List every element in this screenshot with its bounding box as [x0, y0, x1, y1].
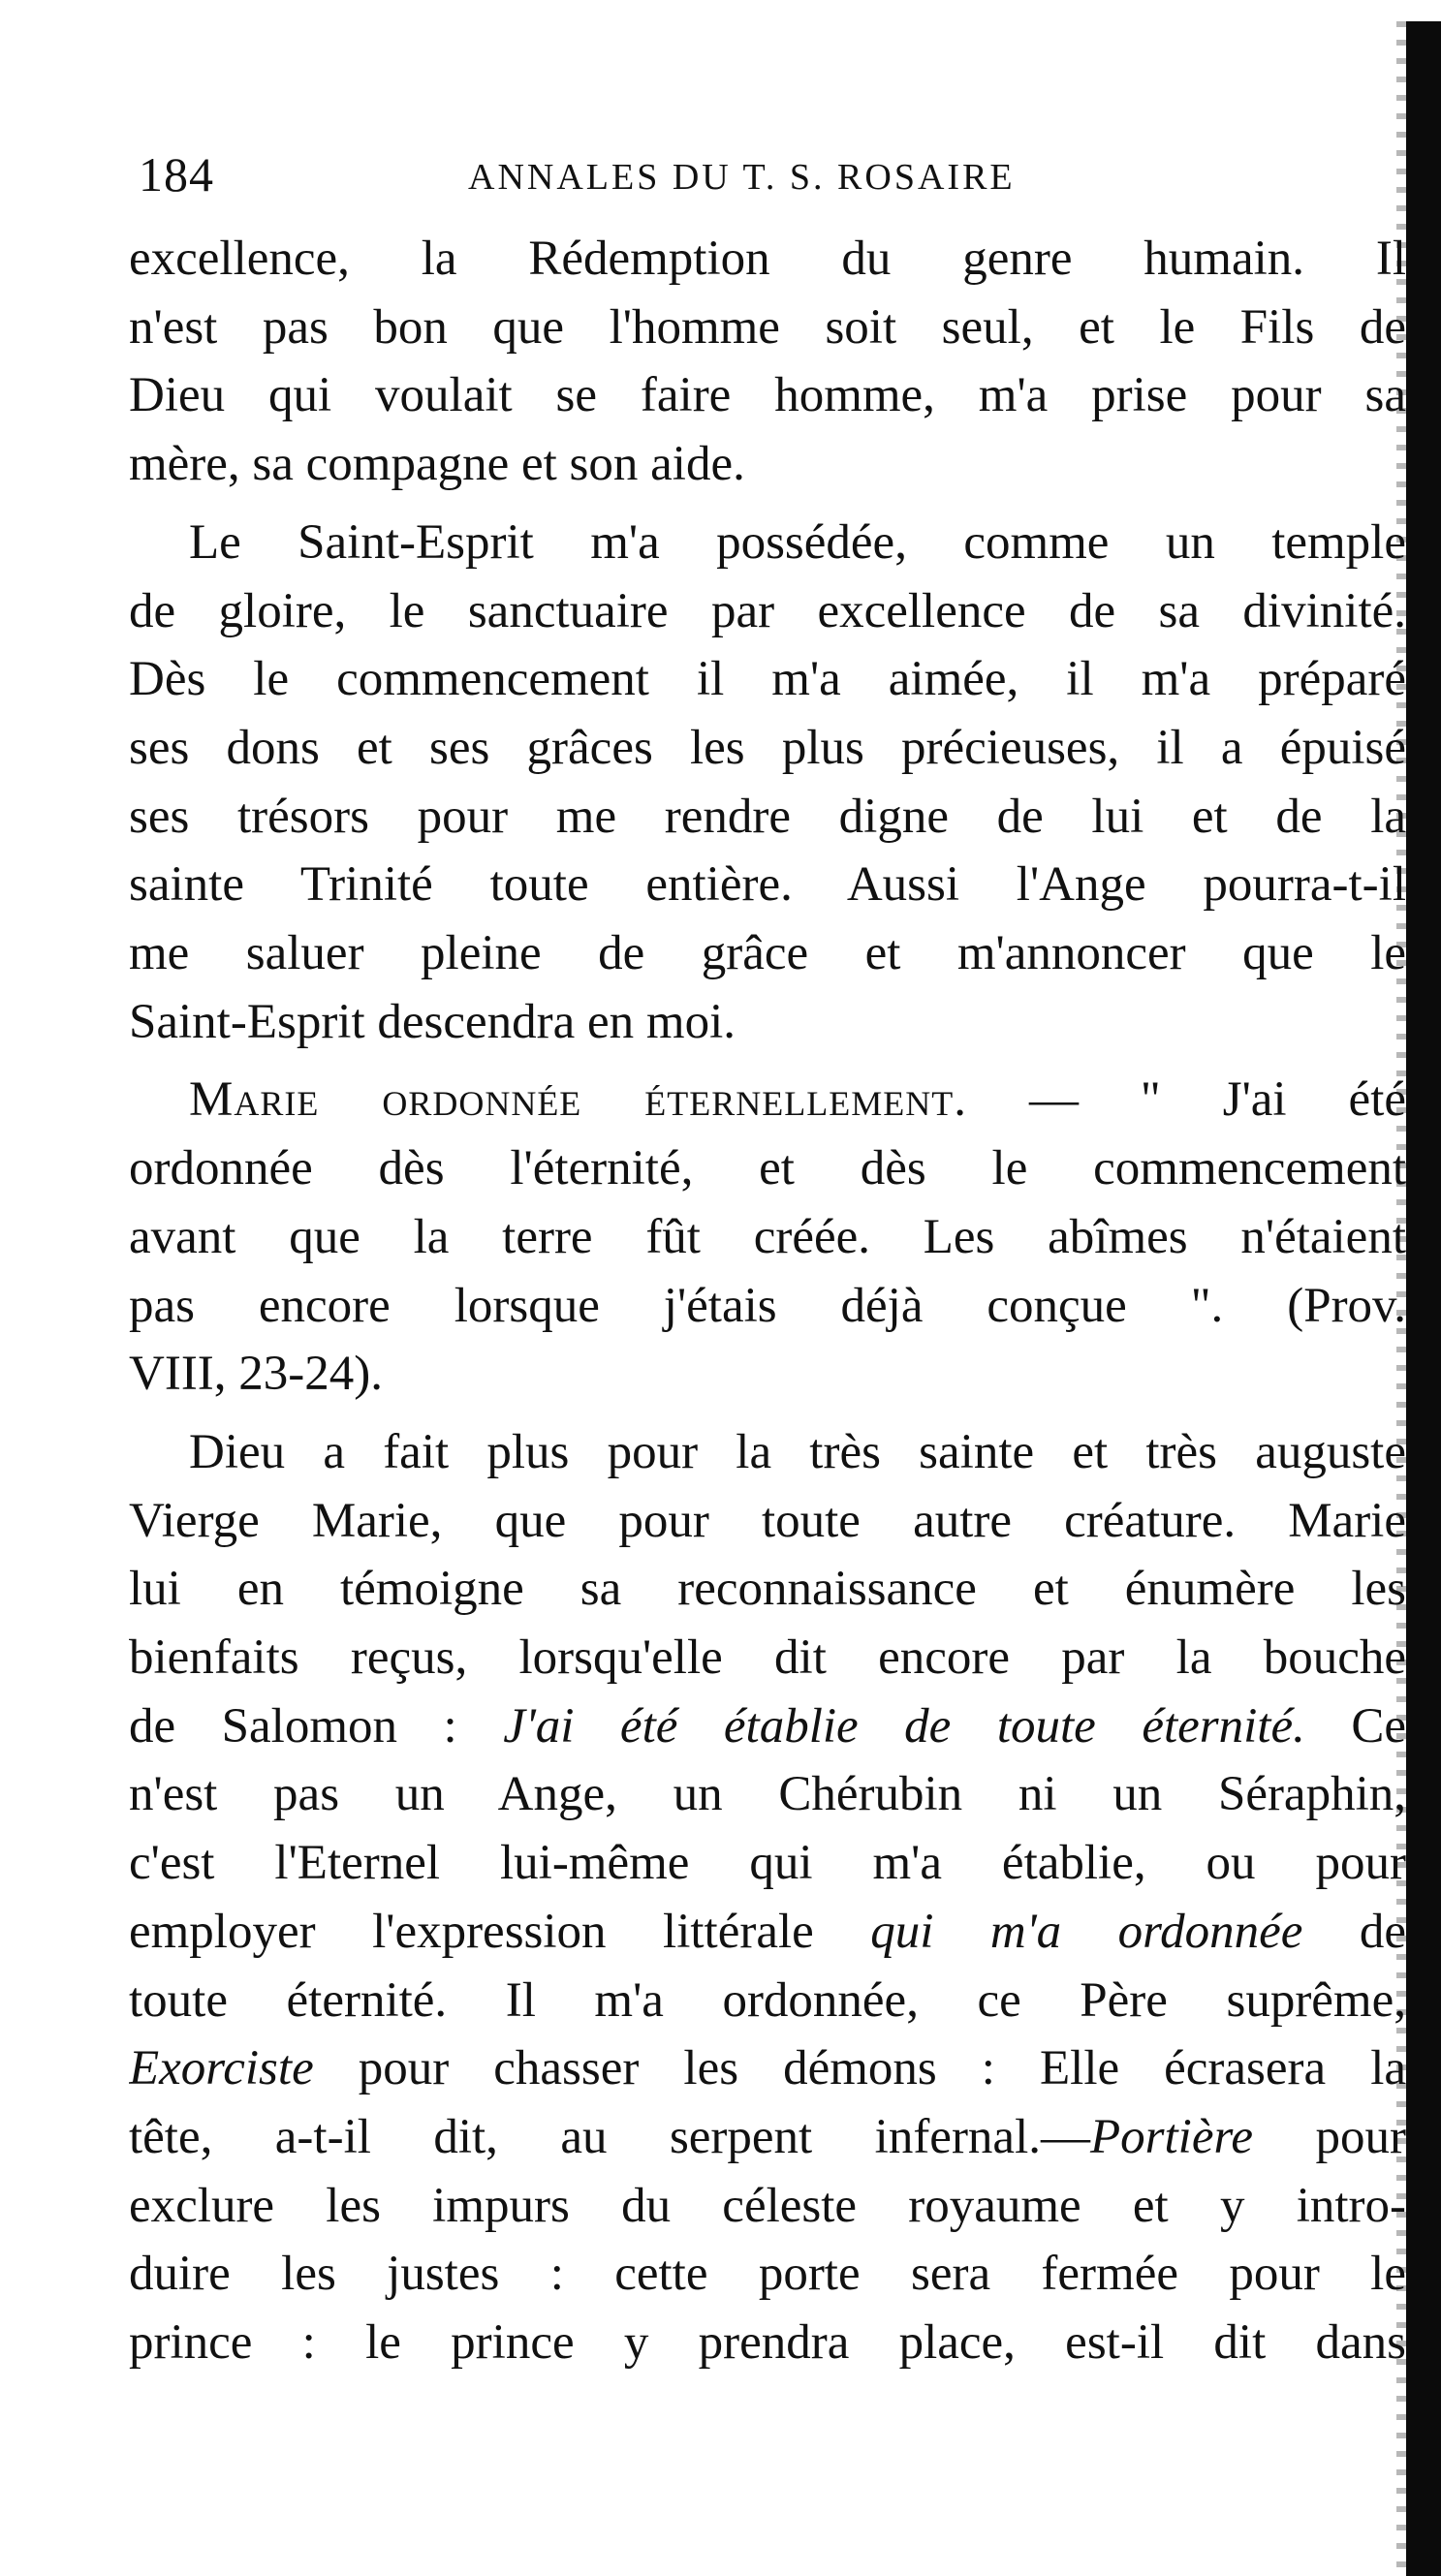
- text-segment: tête, a-t-il dit, au serpent infernal.—: [129, 2109, 1090, 2164]
- text-line: n'est pas bon que l'homme soit seul, et le Fils de: [129, 299, 1406, 355]
- italic-phrase: J'ai été établie de toute éternité.: [503, 1698, 1305, 1754]
- body-text: [129, 225, 1406, 2511]
- text-segment: pour chasser les démons : Elle écrasera la: [358, 2041, 1406, 2096]
- paragraph-4: [129, 1418, 1406, 2377]
- text-line: c'est l'Eternel lui-même qui m'a établie, ou pour: [129, 1836, 1406, 1891]
- italic-phrase: qui m'a ordonnée: [870, 1904, 1303, 1959]
- text-line: pas encore lorsque j'étais déjà conçue ". (Prov.: [129, 1278, 1406, 1333]
- italic-phrase: Exorciste: [129, 2041, 314, 2096]
- text-segment: de Salomon :: [129, 1698, 457, 1754]
- section-heading: Marie ordonnée éternellement.: [189, 1072, 967, 1128]
- text-line: Saint-Esprit descendra en moi.: [129, 994, 736, 1049]
- text-line: Dès le commencement il m'a aimée, il m'a préparé: [129, 652, 1406, 707]
- text-line: ses trésors pour me rendre digne de lui et de la: [129, 789, 1406, 844]
- paragraph-1: [129, 225, 1406, 499]
- text-line: n'est pas un Ange, un Chérubin ni un Séraphin,: [129, 1767, 1406, 1822]
- text-line: [129, 1066, 1406, 1134]
- text-line: avant que la terre fût créée. Les abîmes n'étaient: [129, 1209, 1406, 1264]
- text-line: Le Saint-Esprit m'a possédée, comme un temple: [189, 514, 1406, 570]
- italic-phrase: Portière: [1090, 2109, 1254, 2164]
- text-line: toute éternité. Il m'a ordonnée, ce Père suprême,: [129, 1972, 1406, 2028]
- text-line: Dieu qui voulait se faire homme, m'a prise pour sa: [129, 368, 1406, 423]
- text-line: lui en témoigne sa reconnaissance et énumère les: [129, 1562, 1406, 1617]
- text-segment: pour: [1315, 2109, 1406, 2164]
- text-line: mère, sa compagne et son aide.: [129, 437, 745, 492]
- text-line: [129, 2034, 1406, 2103]
- paragraph-2: [129, 509, 1406, 1057]
- text-segment: — " J'ai été: [1028, 1072, 1406, 1128]
- text-line: bienfaits reçus, lorsqu'elle dit encore par la bouche: [129, 1630, 1406, 1686]
- text-line: [129, 1898, 1406, 1967]
- text-line: duire les justes : cette porte sera fermée pour le: [129, 2247, 1406, 2302]
- page-number: 184: [139, 147, 214, 202]
- text-line: ordonnée dès l'éternité, et dès le commencement: [129, 1141, 1406, 1196]
- text-line: ses dons et ses grâces les plus précieuses, il a épuisé: [129, 720, 1406, 775]
- text-line: [129, 2103, 1406, 2172]
- text-line: excellence, la Rédemption du genre humain. Il: [129, 232, 1406, 286]
- scan-edge: [1406, 21, 1441, 2576]
- text-line: prince : le prince y prendra place, est-il dit dans: [129, 2315, 1406, 2371]
- text-line: exclure les impurs du céleste royaume et y intro-: [129, 2178, 1406, 2233]
- text-line: Dieu a fait plus pour la très sainte et très auguste: [189, 1424, 1406, 1479]
- text-line: me saluer pleine de grâce et m'annoncer que le: [129, 926, 1406, 981]
- text-line: [129, 1692, 1406, 1761]
- text-segment: employer l'expression littérale: [129, 1904, 814, 1959]
- text-line: Vierge Marie, que pour toute autre créature. Marie: [129, 1493, 1406, 1548]
- text-segment: Ce: [1351, 1698, 1406, 1754]
- text-line: sainte Trinité toute entière. Aussi l'Ange pourra-t-il: [129, 857, 1406, 913]
- text-line: VIII, 23-24).: [129, 1347, 383, 1402]
- paragraph-3: [129, 1066, 1406, 1409]
- running-head: ANNALES DU T. S. ROSAIRE: [468, 157, 1016, 198]
- text-segment: de: [1359, 1904, 1406, 1959]
- page-header: [139, 147, 1360, 202]
- text-line: de gloire, le sanctuaire par excellence de sa divinité.: [129, 583, 1406, 638]
